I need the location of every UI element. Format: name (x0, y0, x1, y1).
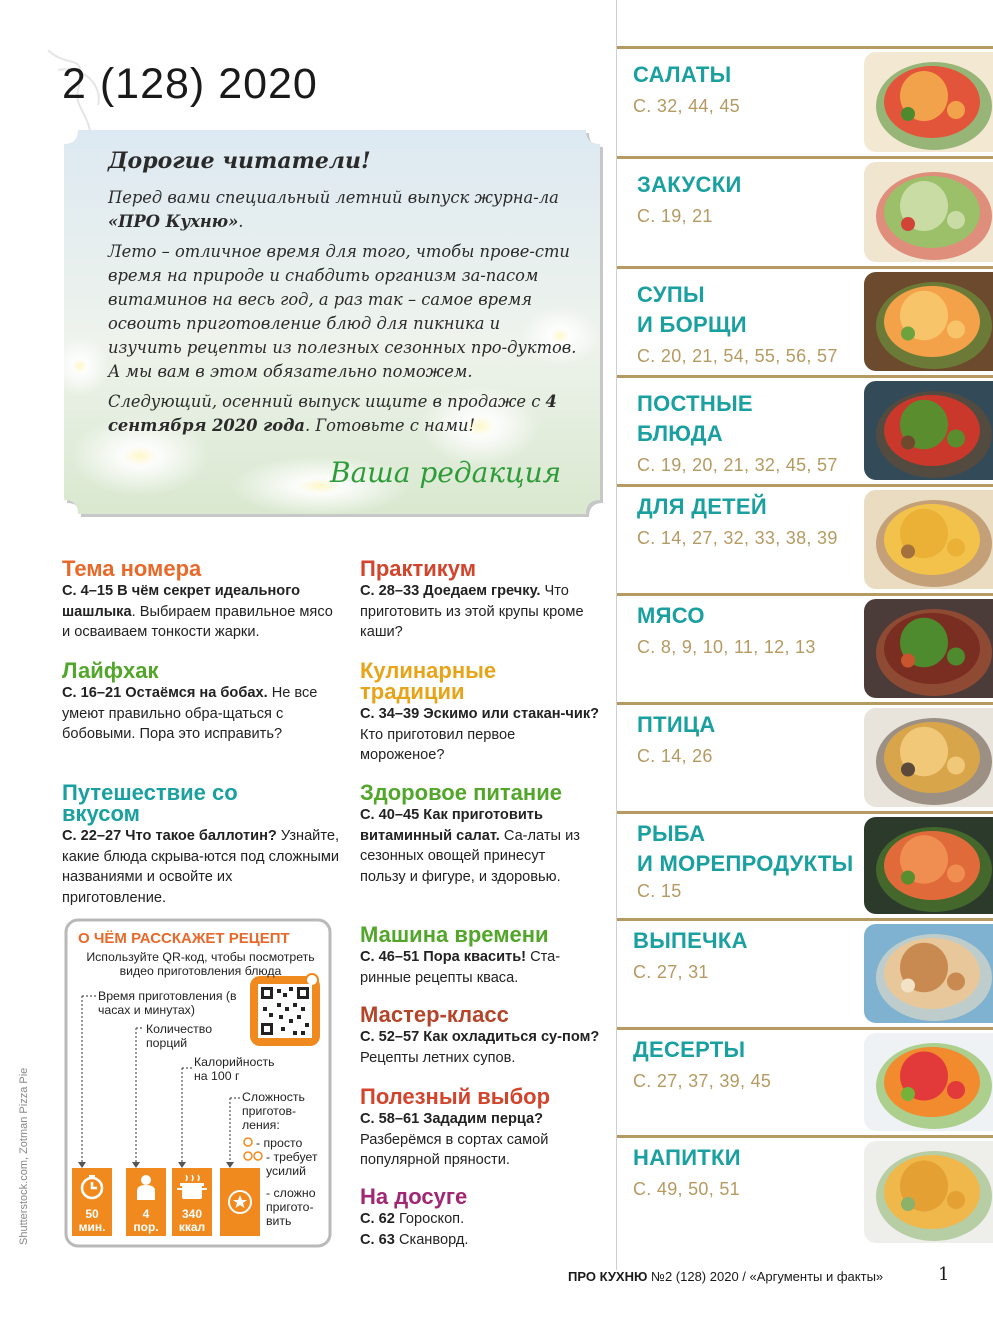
category-name: ПТИЦА (637, 712, 716, 737)
category-divider (617, 702, 993, 705)
photo-credit: Shutterstock.com, Zotman Pizza Pie (18, 1067, 30, 1245)
category-pages: С. 15 (637, 881, 682, 901)
section-title: На досуге (360, 1184, 468, 1209)
tile-calories-value: 340 (181, 1207, 203, 1221)
category-photo (864, 599, 993, 698)
category-item (617, 266, 993, 375)
category-name: ЗАКУСКИ (637, 172, 742, 197)
category-pages: С. 14, 26 (637, 746, 713, 766)
section-text: С. 28–33 Доедаем гречку. Что приготовить из этой крупы кроме каши? (360, 583, 584, 640)
category-divider (617, 918, 993, 921)
tile-difficulty (220, 1168, 260, 1236)
section-leisure (360, 1186, 600, 1250)
category-photo (864, 52, 993, 152)
person-icon (133, 1173, 159, 1201)
issue-number: 2 (128) 2020 (62, 60, 318, 108)
category-photo (864, 708, 993, 807)
category-name: РЫБА И МОРЕПРОДУКТЫ (637, 821, 854, 876)
section-text: С. 22–27 Что такое баллотин? Узнайте, какие блюда скрыва-ются под сложными названиями и освойте их приготовление. (62, 828, 340, 906)
category-divider (617, 375, 993, 378)
category-item (617, 1027, 993, 1135)
letter-paragraph-1: Перед вами специальный летний выпуск журна-ла «ПРО Кухню». (108, 188, 559, 231)
section-title: Практикум (360, 556, 477, 581)
section-healthy (360, 782, 590, 887)
recipe-legend (64, 918, 332, 1248)
category-divider (617, 156, 993, 159)
section-text: С. 16–21 Остаёмся на бобах. Не все умеют правильно обра-щаться с бобовыми. Пора это исправить? (62, 685, 318, 742)
legend-calories: Калорийность на 100 г (194, 1055, 275, 1083)
category-photo (864, 272, 993, 371)
legend-hard: - сложно пригото-вить (266, 1186, 316, 1228)
category-name: СУПЫ И БОРЩИ (637, 282, 747, 337)
legend-portions: Количество порций (146, 1022, 213, 1050)
legend-medium: - требует усилий (266, 1150, 318, 1178)
section-title: Полезный выбор (360, 1084, 551, 1109)
section-title: Мастер-класс (360, 1002, 509, 1027)
category-item (617, 1135, 993, 1247)
section-text: С. 52–57 Как охладиться су-пом? Рецепты летних супов. (360, 1029, 600, 1066)
footer: ПРО КУХНЮ №2 (128) 2020 / «Аргументы и факты» (568, 1269, 884, 1284)
category-item (617, 918, 993, 1027)
category-pages: С. 32, 44, 45 (633, 96, 740, 116)
category-name: ДЕСЕРТЫ (633, 1037, 746, 1062)
category-item (617, 375, 993, 484)
letter-signature: Ваша редакция (330, 456, 562, 489)
category-photo (864, 1033, 993, 1131)
category-pages: С. 8, 9, 10, 11, 12, 13 (637, 637, 816, 657)
section-title: Тема номера (62, 556, 202, 581)
tile-calories-unit: ккал (178, 1220, 206, 1234)
legend-title: О ЧЁМ РАССКАЖЕТ РЕЦЕПТ (78, 930, 290, 947)
section-title: Машина времени (360, 922, 549, 947)
section-title: Здоровое питание (360, 780, 562, 805)
category-divider (617, 266, 993, 269)
category-photo (864, 490, 993, 589)
tile-time (72, 1168, 112, 1236)
tile-portions-value: 4 (142, 1207, 150, 1221)
section-text: С. 62 Гороскоп. С. 63 Сканворд. (360, 1211, 469, 1248)
category-divider (617, 1135, 993, 1138)
category-photo (864, 1141, 993, 1243)
category-pages: С. 49, 50, 51 (633, 1179, 740, 1199)
tile-portions (126, 1168, 166, 1236)
category-pages: С. 27, 31 (633, 962, 709, 982)
section-text: С. 34–39 Эскимо или стакан-чик? Кто приготовил первое мороженое? (360, 706, 600, 763)
section-text: С. 46–51 Пора квасить! Ста-ринные рецепты кваса. (360, 949, 561, 986)
category-name: ПОСТНЫЕ БЛЮДА (637, 391, 753, 446)
category-divider (617, 593, 993, 596)
letter-greeting: Дорогие читатели! (108, 148, 371, 174)
category-name: НАПИТКИ (633, 1145, 741, 1170)
pot-icon (177, 1173, 207, 1201)
section-practicum (360, 558, 600, 643)
category-name: МЯСО (637, 603, 705, 628)
category-pages: С. 27, 37, 39, 45 (633, 1071, 772, 1091)
category-item (617, 811, 993, 918)
category-photo (864, 817, 993, 914)
star-icon (227, 1189, 253, 1215)
section-time-machine (360, 924, 600, 988)
legend-qr-note: Используйте QR-код, чтобы посмотреть видео приготовления блюда (86, 950, 315, 978)
section-traditions (360, 660, 600, 766)
category-pages: С. 19, 20, 21, 32, 45, 57 (637, 455, 838, 475)
legend-difficulty: Сложность приготов-ления: (242, 1090, 305, 1132)
section-title: Кулинарные традиции (360, 658, 497, 704)
category-divider (617, 46, 993, 49)
section-master-class (360, 1004, 600, 1068)
tile-portions-unit: пор. (133, 1220, 159, 1234)
section-text: С. 40–45 Как приготовить витаминный салат. Са-латы из сезонных овощей принесут пользу и фигуре, и здоровью. (360, 807, 580, 885)
category-photo (864, 381, 993, 480)
category-name: ДЛЯ ДЕТЕЙ (637, 494, 768, 519)
category-photo (864, 162, 993, 262)
page-number: 1 (938, 1264, 950, 1285)
category-name: ВЫПЕЧКА (633, 928, 748, 953)
section-title: Лайфхак (62, 658, 159, 683)
tile-time-value: 50 (85, 1207, 99, 1221)
letter-paragraph-2: Лето – отличное время для того, чтобы прове-сти время на природе и снабдить организм за-пасом витаминов на весь год, а раз так – самое время освоить приготовление блюд для пикника и изучить рецепты из полезных сезонных про-дуктов. А мы вам в этом обязательно поможем. (108, 242, 577, 381)
tile-calories (172, 1168, 212, 1236)
section-text: С. 58–61 Зададим перца? Разберёмся в сортах самой популярной пряности. (360, 1111, 549, 1168)
category-pages: С. 14, 27, 32, 33, 38, 39 (637, 528, 838, 548)
category-pages: С. 19, 21 (637, 206, 713, 226)
section-title: Путешествие со вкусом (62, 780, 238, 826)
tile-time-unit: мин. (78, 1220, 106, 1234)
category-name: САЛАТЫ (633, 62, 732, 87)
category-divider (617, 484, 993, 487)
section-lifehack (62, 660, 340, 745)
category-item (617, 484, 993, 593)
legend-easy: - просто (256, 1136, 303, 1150)
category-pages: С. 20, 21, 54, 55, 56, 57 (637, 346, 838, 366)
category-divider (617, 1027, 993, 1030)
section-useful-choice (360, 1086, 600, 1171)
category-item (617, 593, 993, 702)
letter-paragraph-3: Следующий, осенний выпуск ищите в продаже с 4 сентября 2020 года. Готовьте с нами! (108, 392, 557, 435)
legend-time: Время приготовления (в часах и минутах) (98, 989, 237, 1017)
category-photo (864, 924, 993, 1023)
section-topic (62, 558, 340, 643)
section-text: С. 4–15 В чём секрет идеального шашлыка. Выбираем правильное мясо и осваиваем тонкости жарки. (62, 583, 333, 640)
editor-letter (60, 126, 604, 518)
qr-code[interactable] (250, 974, 320, 1046)
clock-icon (79, 1174, 105, 1200)
category-item (617, 702, 993, 811)
section-travel (62, 782, 340, 908)
category-item (617, 46, 993, 156)
category-divider (617, 811, 993, 814)
category-item (617, 156, 993, 266)
